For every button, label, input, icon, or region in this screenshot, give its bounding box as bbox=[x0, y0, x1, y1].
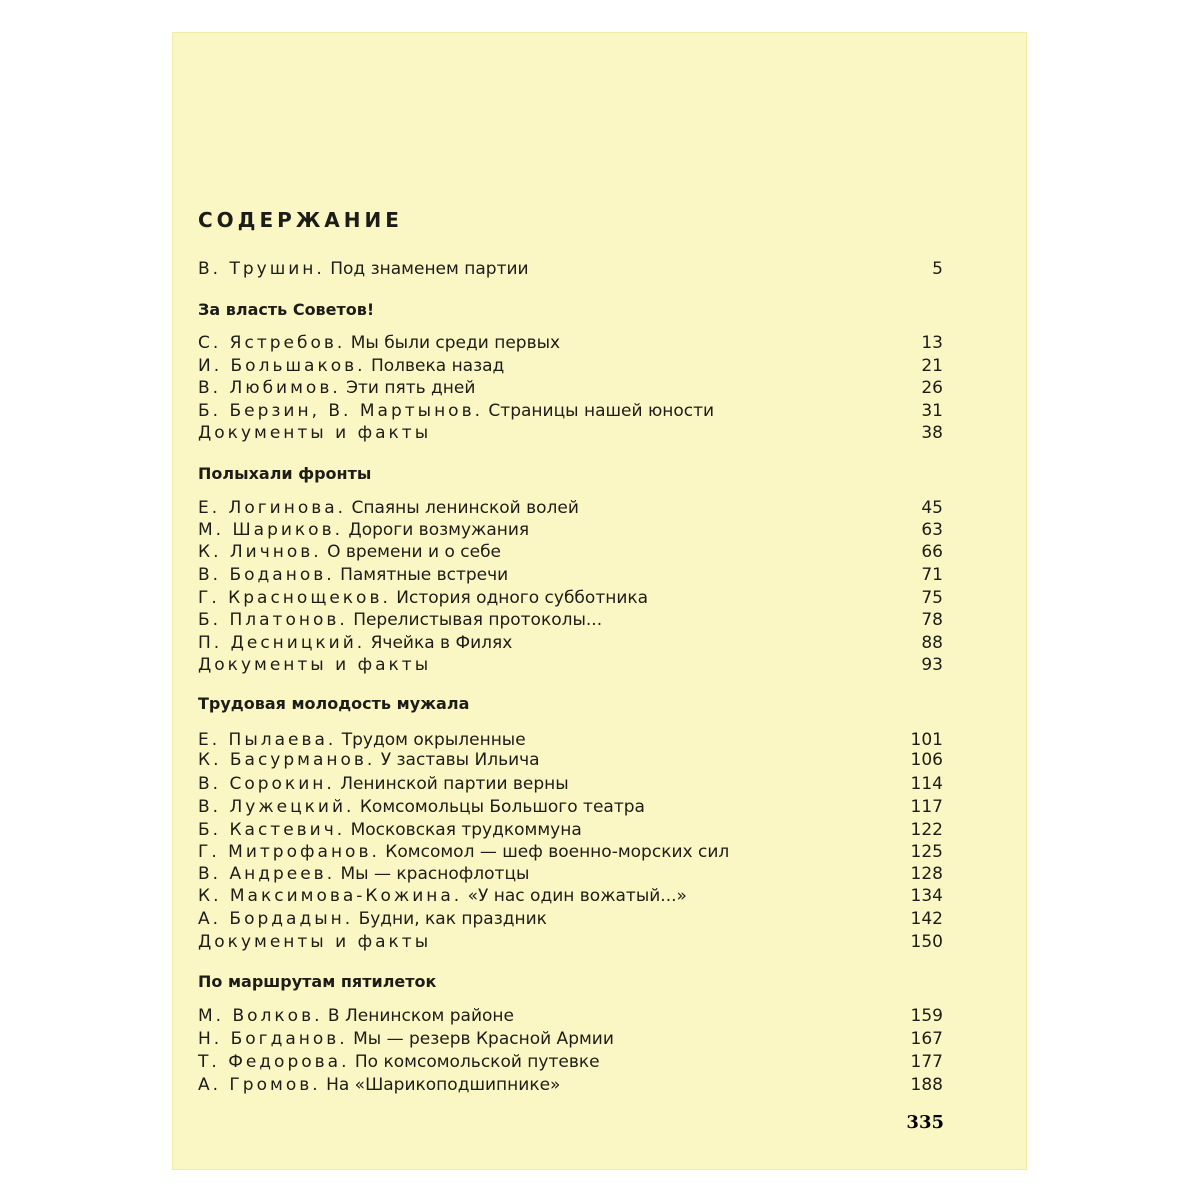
toc-entry-text bbox=[198, 1028, 614, 1050]
toc-entry-title: Мы были среди первых bbox=[350, 333, 561, 353]
toc-entry bbox=[198, 587, 943, 609]
toc-entry-author: В. Сорокин. bbox=[198, 774, 335, 794]
toc-entry-author: С. Ястребов. bbox=[198, 333, 346, 353]
toc-entry-title: Мы — резерв Красной Армии bbox=[353, 1029, 614, 1049]
toc-entry bbox=[198, 773, 943, 795]
toc-entry bbox=[198, 841, 943, 863]
toc-entry-page: 128 bbox=[910, 864, 943, 884]
toc-entry bbox=[198, 796, 943, 818]
toc-entry-title: О времени и о себе bbox=[327, 542, 502, 562]
toc-entry-intro bbox=[198, 258, 943, 280]
toc-entry-text bbox=[198, 332, 560, 354]
toc-entry-author: В. Боданов. bbox=[198, 565, 335, 585]
toc-entry-title: Страницы нашей юности bbox=[488, 401, 715, 421]
toc-entry bbox=[198, 497, 943, 519]
toc-entry-title: Дороги возмужания bbox=[348, 520, 530, 540]
toc-entry-page: 125 bbox=[910, 842, 943, 862]
toc-heading: СОДЕРЖАНИЕ bbox=[198, 208, 403, 232]
toc-entry-author: Документы и факты bbox=[198, 932, 432, 952]
toc-entry-page: 13 bbox=[921, 333, 943, 353]
toc-entry-text bbox=[198, 1005, 514, 1027]
toc-entry-title: Московская трудкоммуна bbox=[350, 820, 582, 840]
toc-entry bbox=[198, 654, 943, 676]
toc-entry-text bbox=[198, 541, 501, 563]
toc-entry-author: А. Громов. bbox=[198, 1075, 321, 1095]
toc-entry-author: Г. Краснощеков. bbox=[198, 588, 391, 608]
toc-entry-text bbox=[198, 841, 729, 863]
toc-entry-page: 5 bbox=[932, 259, 943, 279]
toc-entry-page: 142 bbox=[910, 909, 943, 929]
toc-entry-author: К. Басурманов. bbox=[198, 750, 376, 770]
toc-entry-title: Под знаменем партии bbox=[330, 259, 529, 279]
toc-entry-author: Г. Митрофанов. bbox=[198, 842, 380, 862]
toc-entry-page: 66 bbox=[921, 542, 943, 562]
toc-entry-author: А. Бордадын. bbox=[198, 909, 354, 929]
toc-entry bbox=[198, 609, 943, 631]
toc-entry-text bbox=[198, 355, 504, 377]
toc-entry bbox=[198, 377, 943, 399]
toc-entry-page: 188 bbox=[910, 1075, 943, 1095]
toc-entry-page: 93 bbox=[921, 655, 943, 675]
toc-entry-author: М. Волков. bbox=[198, 1006, 323, 1026]
toc-entry-text bbox=[198, 258, 529, 280]
toc-entry bbox=[198, 519, 943, 541]
toc-entry-author: В. Любимов. bbox=[198, 378, 341, 398]
book-page bbox=[172, 32, 1027, 1170]
toc-entry-author: Б. Кастевич. bbox=[198, 820, 346, 840]
toc-entry bbox=[198, 332, 943, 354]
toc-entry-author: В. Андреев. bbox=[198, 864, 336, 884]
toc-entry bbox=[198, 819, 943, 841]
toc-entry bbox=[198, 1028, 943, 1050]
toc-entry bbox=[198, 863, 943, 885]
toc-entry-text bbox=[198, 931, 431, 953]
toc-entry bbox=[198, 564, 943, 586]
toc-entry bbox=[198, 422, 943, 444]
toc-entry-page: 75 bbox=[921, 588, 943, 608]
toc-entry-title: В Ленинском районе bbox=[327, 1006, 514, 1026]
toc-entry-page: 78 bbox=[921, 610, 943, 630]
toc-entry-title: У заставы Ильича bbox=[380, 750, 540, 770]
toc-entry-page: 26 bbox=[921, 378, 943, 398]
toc-entry-text bbox=[198, 796, 645, 818]
toc-entry-author: Н. Богданов. bbox=[198, 1029, 348, 1049]
toc-entry bbox=[198, 885, 943, 907]
toc-entry-title: Ленинской партии верны bbox=[340, 774, 569, 794]
toc-entry bbox=[198, 1074, 943, 1096]
toc-entry-title: Комсомол — шеф военно-морских сил bbox=[385, 842, 730, 862]
toc-entry-author: Е. Пылаева. bbox=[198, 730, 337, 750]
toc-entry-author: К. Максимова-Кожина. bbox=[198, 886, 463, 906]
toc-entry-page: 38 bbox=[921, 423, 943, 443]
toc-entry-author: В. Лужецкий. bbox=[198, 797, 355, 817]
toc-entry-page: 177 bbox=[910, 1052, 943, 1072]
toc-entry-text bbox=[198, 1074, 560, 1096]
toc-entry-author: Б. Платонов. bbox=[198, 610, 348, 630]
toc-entry-text bbox=[198, 497, 579, 519]
toc-entry-text bbox=[198, 863, 529, 885]
toc-entry-title: Будни, как праздник bbox=[358, 909, 547, 929]
toc-entry bbox=[198, 908, 943, 930]
toc-entry-title: История одного субботника bbox=[396, 588, 649, 608]
toc-entry-author: М. Шариков. bbox=[198, 520, 344, 540]
section-title: Трудовая молодость мужала bbox=[198, 694, 470, 713]
toc-entry-author: П. Десницкий. bbox=[198, 633, 366, 653]
toc-entry-text bbox=[198, 749, 540, 771]
toc-entry-text bbox=[198, 400, 714, 422]
toc-entry-title: По комсомольской путевке bbox=[354, 1052, 600, 1072]
toc-entry-text bbox=[198, 773, 569, 795]
toc-entry-page: 122 bbox=[910, 820, 943, 840]
toc-entry-text bbox=[198, 587, 648, 609]
toc-entry-page: 134 bbox=[910, 886, 943, 906]
toc-entry-author: Документы и факты bbox=[198, 655, 432, 675]
toc-entry bbox=[198, 1051, 943, 1073]
toc-entry-page: 21 bbox=[921, 356, 943, 376]
toc-entry-title: Полвека назад bbox=[370, 356, 505, 376]
toc-entry-title: На «Шарикоподшипнике» bbox=[326, 1075, 561, 1095]
toc-entry-text bbox=[198, 609, 602, 631]
toc-entry bbox=[198, 1005, 943, 1027]
page-number: 335 bbox=[906, 1112, 944, 1133]
toc-entry-author: И. Большаков. bbox=[198, 356, 366, 376]
toc-entry-title: Памятные встречи bbox=[340, 565, 509, 585]
toc-entry-title: Комсомольцы Большого театра bbox=[359, 797, 645, 817]
toc-entry-page: 114 bbox=[910, 774, 943, 794]
toc-entry-text bbox=[198, 422, 431, 444]
toc-entry-title: Мы — краснофлотцы bbox=[340, 864, 530, 884]
toc-entry-page: 63 bbox=[921, 520, 943, 540]
toc-entry-page: 150 bbox=[910, 932, 943, 952]
toc-entry-page: 159 bbox=[910, 1006, 943, 1026]
toc-entry-author: Т. Федорова. bbox=[198, 1052, 350, 1072]
toc-entry-text bbox=[198, 519, 529, 541]
toc-entry-page: 88 bbox=[921, 633, 943, 653]
toc-entry-page: 31 bbox=[921, 401, 943, 421]
toc-entry bbox=[198, 541, 943, 563]
toc-entry bbox=[198, 355, 943, 377]
toc-entry-author: В. Трушин. bbox=[198, 259, 325, 279]
toc-entry bbox=[198, 632, 943, 654]
toc-entry-text bbox=[198, 377, 475, 399]
toc-entry-title: «У нас один вожатый...» bbox=[467, 886, 687, 906]
toc-entry-page: 101 bbox=[910, 730, 943, 750]
toc-entry bbox=[198, 749, 943, 771]
toc-entry-author: Документы и факты bbox=[198, 423, 432, 443]
toc-entry-page: 71 bbox=[921, 565, 943, 585]
toc-entry-text bbox=[198, 729, 526, 751]
toc-entry-text bbox=[198, 885, 687, 907]
toc-entry-text bbox=[198, 632, 512, 654]
toc-entry-title: Перелистывая протоколы... bbox=[353, 610, 603, 630]
toc-entry-author: Е. Логинова. bbox=[198, 498, 347, 518]
toc-entry bbox=[198, 931, 943, 953]
toc-entry-title: Ячейка в Филях bbox=[370, 633, 513, 653]
toc-entry-page: 106 bbox=[910, 750, 943, 770]
section-title: По маршрутам пятилеток bbox=[198, 972, 437, 991]
toc-entry-title: Трудом окрыленные bbox=[341, 730, 526, 750]
toc-entry-page: 167 bbox=[910, 1029, 943, 1049]
toc-entry-page: 117 bbox=[910, 797, 943, 817]
toc-entry-text bbox=[198, 819, 582, 841]
toc-entry-author: К. Личнов. bbox=[198, 542, 322, 562]
toc-entry-title: Спаяны ленинской волей bbox=[351, 498, 579, 518]
toc-entry bbox=[198, 729, 943, 751]
toc-entry-title: Эти пять дней bbox=[346, 378, 476, 398]
toc-entry bbox=[198, 400, 943, 422]
section-title: Полыхали фронты bbox=[198, 464, 372, 483]
toc-entry-text bbox=[198, 654, 431, 676]
toc-entry-text bbox=[198, 908, 547, 930]
toc-entry-author: Б. Берзин, В. Мартынов. bbox=[198, 401, 484, 421]
section-title: За власть Советов! bbox=[198, 300, 375, 319]
toc-entry-text bbox=[198, 564, 508, 586]
toc-entry-page: 45 bbox=[921, 498, 943, 518]
toc-entry-text bbox=[198, 1051, 600, 1073]
